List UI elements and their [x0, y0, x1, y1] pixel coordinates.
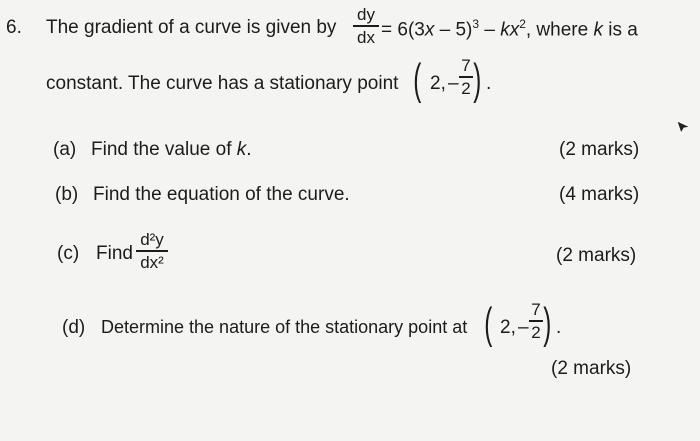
second-derivative-denominator: dx²: [140, 252, 164, 272]
question-number: 6.: [6, 17, 22, 38]
open-paren: (: [413, 55, 422, 104]
part-d-label: (d): [62, 317, 86, 338]
fraction-bar: [353, 25, 379, 27]
close-paren: ): [473, 55, 482, 104]
question-line-2: constant. The curve has a stationary point: [46, 73, 399, 94]
rhs-part-f: is a: [602, 19, 638, 41]
derivative-numerator: dy: [357, 5, 375, 24]
part-a-text-main: Find the value of: [91, 139, 237, 160]
rhs-part-c: – 5): [434, 19, 473, 41]
rhs-exponent-3: 3: [472, 17, 480, 31]
derivative-denominator: dx: [357, 27, 375, 47]
part-d-marks: (2 marks): [551, 358, 632, 379]
derivative-fraction: [353, 6, 379, 46]
part-c-text: Find: [96, 243, 133, 264]
part-a-period: .: [246, 139, 252, 160]
fraction-bar: [136, 250, 168, 252]
rhs-var-x: x: [424, 19, 435, 41]
rhs-kx: kx: [500, 19, 520, 41]
part-b-label: (b): [55, 184, 79, 205]
rhs-part-e: , where: [525, 19, 594, 41]
equation-rhs: [381, 17, 638, 41]
rhs-part-d: –: [479, 19, 501, 41]
question-intro: The gradient of a curve is given by: [46, 17, 337, 38]
point-x: 2,: [430, 73, 446, 94]
part-b-text: Find the equation of the curve.: [93, 184, 350, 205]
part-a-label: (a): [53, 139, 77, 160]
fraction-bar: [459, 76, 473, 78]
part-b-marks: (4 marks): [559, 184, 640, 205]
mouse-cursor-icon: [676, 120, 692, 139]
second-derivative-fraction: [136, 231, 168, 271]
point-minus: –: [518, 317, 529, 338]
part-a-marks: (2 marks): [559, 139, 640, 160]
point-minus: –: [448, 73, 459, 94]
point-numerator: 7: [461, 56, 471, 75]
part-a-k: k: [236, 139, 247, 160]
rhs-k: k: [593, 19, 603, 41]
open-paren: (: [484, 299, 493, 348]
point-denominator: 2: [531, 322, 541, 342]
point-fraction: [459, 57, 473, 97]
point-fraction: [529, 301, 543, 341]
part-d-text: Determine the nature of the stationary point at: [101, 317, 468, 337]
part-c-marks: (2 marks): [556, 245, 637, 266]
fraction-bar: [529, 320, 543, 322]
rhs-exponent-2: 2: [519, 17, 526, 31]
rhs-part-a: = 6(3: [381, 19, 425, 41]
part-c-label: (c): [57, 243, 80, 264]
point-period: .: [556, 317, 562, 338]
close-paren: ): [543, 299, 552, 348]
point-x: 2,: [500, 317, 516, 338]
part-a-text: [91, 139, 252, 161]
second-derivative-numerator: d²y: [140, 230, 164, 249]
point-numerator: 7: [531, 300, 541, 319]
point-period: .: [486, 73, 492, 94]
point-denominator: 2: [461, 78, 471, 98]
